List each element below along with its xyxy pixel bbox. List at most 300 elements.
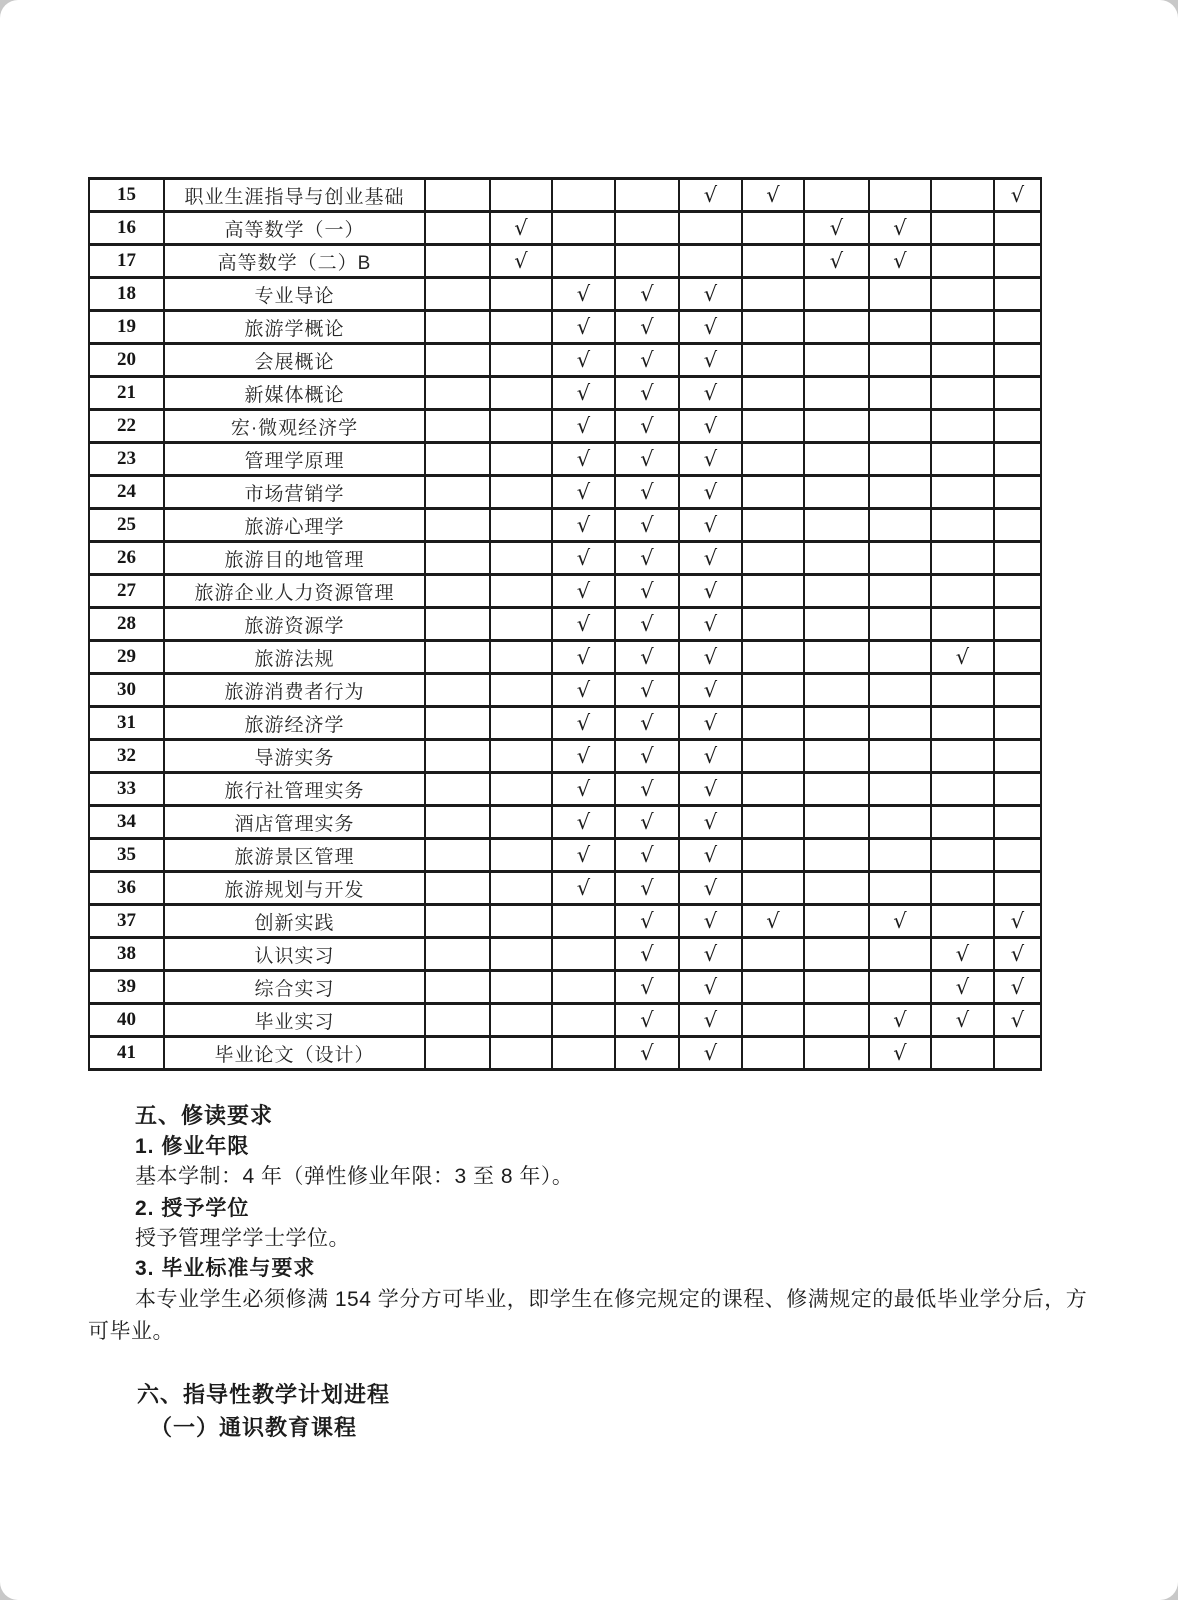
empty-cell xyxy=(931,278,994,311)
checkmark-cell: √ xyxy=(615,575,679,608)
course-name-cell: 高等数学（二）B xyxy=(164,245,425,278)
section-5-heading: 五、修读要求 xyxy=(135,1103,274,1128)
checkmark-cell: √ xyxy=(615,542,679,575)
empty-cell xyxy=(994,410,1041,443)
course-name-cell: 管理学原理 xyxy=(164,443,425,476)
empty-cell xyxy=(931,377,994,410)
item-3-body-line2: 可毕业。 xyxy=(88,1320,174,1343)
empty-cell xyxy=(490,542,552,575)
empty-cell xyxy=(804,905,869,938)
course-name-cell: 旅游学概论 xyxy=(164,311,425,344)
checkmark-cell: √ xyxy=(615,410,679,443)
empty-cell xyxy=(994,542,1041,575)
empty-cell xyxy=(742,641,804,674)
course-name-cell: 旅游经济学 xyxy=(164,707,425,740)
empty-cell xyxy=(931,839,994,872)
checkmark-cell: √ xyxy=(679,773,742,806)
empty-cell xyxy=(552,971,615,1004)
course-number-cell: 35 xyxy=(89,839,164,872)
course-number-cell: 23 xyxy=(89,443,164,476)
empty-cell xyxy=(931,1037,994,1070)
checkmark-cell: √ xyxy=(931,641,994,674)
empty-cell xyxy=(425,905,490,938)
checkmark-cell: √ xyxy=(804,212,869,245)
checkmark-cell: √ xyxy=(552,773,615,806)
course-name-cell: 认识实习 xyxy=(164,938,425,971)
empty-cell xyxy=(490,608,552,641)
checkmark-cell: √ xyxy=(679,641,742,674)
table-row xyxy=(89,1037,1041,1070)
course-number-cell: 31 xyxy=(89,707,164,740)
checkmark-cell: √ xyxy=(679,674,742,707)
checkmark-cell: √ xyxy=(552,410,615,443)
empty-cell xyxy=(804,443,869,476)
checkmark-cell: √ xyxy=(490,212,552,245)
checkmark-cell: √ xyxy=(552,740,615,773)
course-number-cell: 34 xyxy=(89,806,164,839)
checkmark-cell: √ xyxy=(615,1004,679,1037)
course-name-cell: 旅游消费者行为 xyxy=(164,674,425,707)
empty-cell xyxy=(869,344,931,377)
course-name-cell: 旅游规划与开发 xyxy=(164,872,425,905)
checkmark-cell: √ xyxy=(679,344,742,377)
table-row xyxy=(89,542,1041,575)
course-number-cell: 29 xyxy=(89,641,164,674)
table-row xyxy=(89,410,1041,443)
checkmark-cell: √ xyxy=(994,179,1041,212)
item-3-heading: 3. 毕业标准与要求 xyxy=(135,1257,316,1280)
empty-cell xyxy=(742,1004,804,1037)
empty-cell xyxy=(425,674,490,707)
empty-cell xyxy=(742,443,804,476)
empty-cell xyxy=(931,410,994,443)
empty-cell xyxy=(804,707,869,740)
empty-cell xyxy=(931,245,994,278)
course-name-cell: 旅游目的地管理 xyxy=(164,542,425,575)
empty-cell xyxy=(490,179,552,212)
empty-cell xyxy=(742,575,804,608)
empty-cell xyxy=(425,641,490,674)
table-row xyxy=(89,641,1041,674)
checkmark-cell: √ xyxy=(615,509,679,542)
empty-cell xyxy=(425,740,490,773)
empty-cell xyxy=(869,443,931,476)
empty-cell xyxy=(490,344,552,377)
empty-cell xyxy=(425,542,490,575)
empty-cell xyxy=(425,938,490,971)
course-number-cell: 15 xyxy=(89,179,164,212)
table-row xyxy=(89,443,1041,476)
course-name-cell: 职业生涯指导与创业基础 xyxy=(164,179,425,212)
empty-cell xyxy=(804,311,869,344)
item-1-body: 基本学制：4 年（弹性修业年限：3 至 8 年）。 xyxy=(135,1165,574,1188)
empty-cell xyxy=(931,575,994,608)
table-row xyxy=(89,377,1041,410)
empty-cell xyxy=(742,377,804,410)
checkmark-cell: √ xyxy=(679,311,742,344)
empty-cell xyxy=(869,575,931,608)
checkmark-cell: √ xyxy=(552,641,615,674)
checkmark-cell: √ xyxy=(615,278,679,311)
empty-cell xyxy=(552,212,615,245)
empty-cell xyxy=(742,608,804,641)
course-number-cell: 17 xyxy=(89,245,164,278)
course-number-cell: 18 xyxy=(89,278,164,311)
checkmark-cell: √ xyxy=(679,872,742,905)
checkmark-cell: √ xyxy=(679,1004,742,1037)
checkmark-cell: √ xyxy=(552,311,615,344)
checkmark-cell: √ xyxy=(552,608,615,641)
item-1-heading: 1. 修业年限 xyxy=(135,1135,250,1158)
empty-cell xyxy=(869,377,931,410)
checkmark-cell: √ xyxy=(552,509,615,542)
empty-cell xyxy=(931,509,994,542)
empty-cell xyxy=(742,245,804,278)
checkmark-cell: √ xyxy=(994,938,1041,971)
checkmark-cell: √ xyxy=(679,278,742,311)
course-name-cell: 市场营销学 xyxy=(164,476,425,509)
checkmark-cell: √ xyxy=(615,674,679,707)
table-row xyxy=(89,773,1041,806)
empty-cell xyxy=(615,245,679,278)
course-number-cell: 24 xyxy=(89,476,164,509)
empty-cell xyxy=(742,542,804,575)
empty-cell xyxy=(742,971,804,1004)
checkmark-cell: √ xyxy=(552,707,615,740)
empty-cell xyxy=(742,509,804,542)
empty-cell xyxy=(742,344,804,377)
empty-cell xyxy=(552,938,615,971)
checkmark-cell: √ xyxy=(679,410,742,443)
checkmark-cell: √ xyxy=(994,905,1041,938)
empty-cell xyxy=(869,773,931,806)
empty-cell xyxy=(490,443,552,476)
table-row xyxy=(89,971,1041,1004)
checkmark-cell: √ xyxy=(552,575,615,608)
checkmark-cell: √ xyxy=(552,806,615,839)
empty-cell xyxy=(994,311,1041,344)
checkmark-cell: √ xyxy=(552,839,615,872)
empty-cell xyxy=(994,212,1041,245)
empty-cell xyxy=(425,1004,490,1037)
checkmark-cell: √ xyxy=(615,443,679,476)
table-row xyxy=(89,509,1041,542)
checkmark-cell: √ xyxy=(679,443,742,476)
empty-cell xyxy=(490,872,552,905)
course-name-cell: 宏·微观经济学 xyxy=(164,410,425,443)
checkmark-cell: √ xyxy=(994,1004,1041,1037)
course-number-cell: 36 xyxy=(89,872,164,905)
checkmark-cell: √ xyxy=(615,740,679,773)
empty-cell xyxy=(869,509,931,542)
empty-cell xyxy=(425,179,490,212)
empty-cell xyxy=(869,476,931,509)
course-name-cell: 酒店管理实务 xyxy=(164,806,425,839)
course-name-cell: 导游实务 xyxy=(164,740,425,773)
checkmark-cell: √ xyxy=(869,1037,931,1070)
empty-cell xyxy=(490,740,552,773)
empty-cell xyxy=(869,641,931,674)
empty-cell xyxy=(742,773,804,806)
table-row xyxy=(89,311,1041,344)
empty-cell xyxy=(994,509,1041,542)
empty-cell xyxy=(869,179,931,212)
empty-cell xyxy=(742,311,804,344)
empty-cell xyxy=(869,872,931,905)
empty-cell xyxy=(994,707,1041,740)
empty-cell xyxy=(804,476,869,509)
table-row xyxy=(89,575,1041,608)
empty-cell xyxy=(931,542,994,575)
empty-cell xyxy=(552,245,615,278)
checkmark-cell: √ xyxy=(869,905,931,938)
empty-cell xyxy=(742,938,804,971)
empty-cell xyxy=(931,476,994,509)
empty-cell xyxy=(490,707,552,740)
empty-cell xyxy=(994,806,1041,839)
empty-cell xyxy=(994,839,1041,872)
empty-cell xyxy=(490,311,552,344)
course-name-cell: 旅游资源学 xyxy=(164,608,425,641)
empty-cell xyxy=(425,443,490,476)
empty-cell xyxy=(679,212,742,245)
checkmark-cell: √ xyxy=(615,872,679,905)
empty-cell xyxy=(552,905,615,938)
empty-cell xyxy=(425,773,490,806)
table-row xyxy=(89,905,1041,938)
empty-cell xyxy=(490,674,552,707)
table-row xyxy=(89,608,1041,641)
course-name-cell: 旅游景区管理 xyxy=(164,839,425,872)
empty-cell xyxy=(804,542,869,575)
empty-cell xyxy=(615,179,679,212)
checkmark-cell: √ xyxy=(615,971,679,1004)
empty-cell xyxy=(869,707,931,740)
checkmark-cell: √ xyxy=(552,377,615,410)
empty-cell xyxy=(994,641,1041,674)
empty-cell xyxy=(425,1037,490,1070)
empty-cell xyxy=(804,575,869,608)
checkmark-cell: √ xyxy=(615,905,679,938)
checkmark-cell: √ xyxy=(615,806,679,839)
checkmark-cell: √ xyxy=(679,905,742,938)
course-number-cell: 40 xyxy=(89,1004,164,1037)
table-row xyxy=(89,740,1041,773)
empty-cell xyxy=(425,278,490,311)
checkmark-cell: √ xyxy=(869,1004,931,1037)
table-body xyxy=(89,179,1041,1070)
checkmark-cell: √ xyxy=(552,674,615,707)
checkmark-cell: √ xyxy=(679,575,742,608)
item-3-body-line1: 本专业学生必须修满 154 学分方可毕业，即学生在修完规定的课程、修满规定的最低毕业学分后，方 xyxy=(135,1288,1088,1311)
empty-cell xyxy=(490,641,552,674)
course-number-cell: 28 xyxy=(89,608,164,641)
empty-cell xyxy=(994,674,1041,707)
empty-cell xyxy=(869,608,931,641)
checkmark-cell: √ xyxy=(931,1004,994,1037)
empty-cell xyxy=(869,311,931,344)
empty-cell xyxy=(994,740,1041,773)
checkmark-cell: √ xyxy=(552,476,615,509)
empty-cell xyxy=(994,1037,1041,1070)
course-schedule-table xyxy=(88,177,1042,1071)
checkmark-cell: √ xyxy=(615,377,679,410)
course-name-cell: 创新实践 xyxy=(164,905,425,938)
course-name-cell: 毕业实习 xyxy=(164,1004,425,1037)
empty-cell xyxy=(742,674,804,707)
empty-cell xyxy=(552,1037,615,1070)
empty-cell xyxy=(931,872,994,905)
empty-cell xyxy=(425,410,490,443)
checkmark-cell: √ xyxy=(679,938,742,971)
checkmark-cell: √ xyxy=(615,773,679,806)
empty-cell xyxy=(490,476,552,509)
course-number-cell: 30 xyxy=(89,674,164,707)
section-6-heading: 六、指导性教学计划进程 xyxy=(137,1382,391,1407)
empty-cell xyxy=(742,212,804,245)
checkmark-cell: √ xyxy=(742,179,804,212)
empty-cell xyxy=(804,674,869,707)
empty-cell xyxy=(804,377,869,410)
empty-cell xyxy=(490,839,552,872)
empty-cell xyxy=(425,872,490,905)
empty-cell xyxy=(490,410,552,443)
course-name-cell: 综合实习 xyxy=(164,971,425,1004)
empty-cell xyxy=(931,740,994,773)
table-row xyxy=(89,839,1041,872)
table-row xyxy=(89,1004,1041,1037)
empty-cell xyxy=(425,839,490,872)
empty-cell xyxy=(425,344,490,377)
table-row xyxy=(89,707,1041,740)
course-name-cell: 旅游企业人力资源管理 xyxy=(164,575,425,608)
empty-cell xyxy=(869,839,931,872)
table-row xyxy=(89,245,1041,278)
empty-cell xyxy=(425,476,490,509)
empty-cell xyxy=(615,212,679,245)
table-row xyxy=(89,212,1041,245)
empty-cell xyxy=(804,839,869,872)
empty-cell xyxy=(994,575,1041,608)
checkmark-cell: √ xyxy=(679,476,742,509)
checkmark-cell: √ xyxy=(679,1037,742,1070)
checkmark-cell: √ xyxy=(931,971,994,1004)
checkmark-cell: √ xyxy=(615,707,679,740)
checkmark-cell: √ xyxy=(804,245,869,278)
empty-cell xyxy=(742,476,804,509)
empty-cell xyxy=(490,377,552,410)
table-row xyxy=(89,872,1041,905)
empty-cell xyxy=(994,872,1041,905)
checkmark-cell: √ xyxy=(552,542,615,575)
empty-cell xyxy=(994,443,1041,476)
course-name-cell: 专业导论 xyxy=(164,278,425,311)
course-name-cell: 旅行社管理实务 xyxy=(164,773,425,806)
empty-cell xyxy=(804,872,869,905)
empty-cell xyxy=(490,575,552,608)
empty-cell xyxy=(869,278,931,311)
empty-cell xyxy=(804,410,869,443)
empty-cell xyxy=(804,806,869,839)
empty-cell xyxy=(742,278,804,311)
empty-cell xyxy=(931,311,994,344)
empty-cell xyxy=(994,476,1041,509)
checkmark-cell: √ xyxy=(552,278,615,311)
checkmark-cell: √ xyxy=(615,476,679,509)
empty-cell xyxy=(490,938,552,971)
empty-cell xyxy=(994,377,1041,410)
empty-cell xyxy=(425,575,490,608)
empty-cell xyxy=(804,344,869,377)
course-number-cell: 27 xyxy=(89,575,164,608)
course-number-cell: 22 xyxy=(89,410,164,443)
empty-cell xyxy=(679,245,742,278)
checkmark-cell: √ xyxy=(679,608,742,641)
empty-cell xyxy=(425,707,490,740)
checkmark-cell: √ xyxy=(679,179,742,212)
empty-cell xyxy=(931,608,994,641)
empty-cell xyxy=(994,608,1041,641)
empty-cell xyxy=(804,179,869,212)
table-row xyxy=(89,344,1041,377)
empty-cell xyxy=(804,1004,869,1037)
empty-cell xyxy=(425,245,490,278)
empty-cell xyxy=(931,212,994,245)
empty-cell xyxy=(490,971,552,1004)
empty-cell xyxy=(931,443,994,476)
course-name-cell: 会展概论 xyxy=(164,344,425,377)
empty-cell xyxy=(425,608,490,641)
course-number-cell: 20 xyxy=(89,344,164,377)
empty-cell xyxy=(742,1037,804,1070)
course-number-cell: 25 xyxy=(89,509,164,542)
empty-cell xyxy=(804,740,869,773)
empty-cell xyxy=(742,839,804,872)
empty-cell xyxy=(931,179,994,212)
empty-cell xyxy=(869,806,931,839)
empty-cell xyxy=(552,179,615,212)
empty-cell xyxy=(490,905,552,938)
course-number-cell: 26 xyxy=(89,542,164,575)
empty-cell xyxy=(742,872,804,905)
empty-cell xyxy=(490,509,552,542)
checkmark-cell: √ xyxy=(679,740,742,773)
course-name-cell: 旅游心理学 xyxy=(164,509,425,542)
course-number-cell: 39 xyxy=(89,971,164,1004)
course-number-cell: 19 xyxy=(89,311,164,344)
empty-cell xyxy=(804,278,869,311)
empty-cell xyxy=(742,707,804,740)
empty-cell xyxy=(869,938,931,971)
course-number-cell: 33 xyxy=(89,773,164,806)
empty-cell xyxy=(931,344,994,377)
empty-cell xyxy=(425,212,490,245)
checkmark-cell: √ xyxy=(931,938,994,971)
table-row xyxy=(89,179,1041,212)
checkmark-cell: √ xyxy=(615,311,679,344)
empty-cell xyxy=(804,971,869,1004)
section-6-sub-heading: （一）通识教育课程 xyxy=(150,1415,358,1440)
empty-cell xyxy=(804,641,869,674)
checkmark-cell: √ xyxy=(742,905,804,938)
checkmark-cell: √ xyxy=(679,806,742,839)
checkmark-cell: √ xyxy=(615,1037,679,1070)
table-row xyxy=(89,806,1041,839)
course-name-cell: 高等数学（一） xyxy=(164,212,425,245)
checkmark-cell: √ xyxy=(869,212,931,245)
checkmark-cell: √ xyxy=(615,344,679,377)
empty-cell xyxy=(931,674,994,707)
